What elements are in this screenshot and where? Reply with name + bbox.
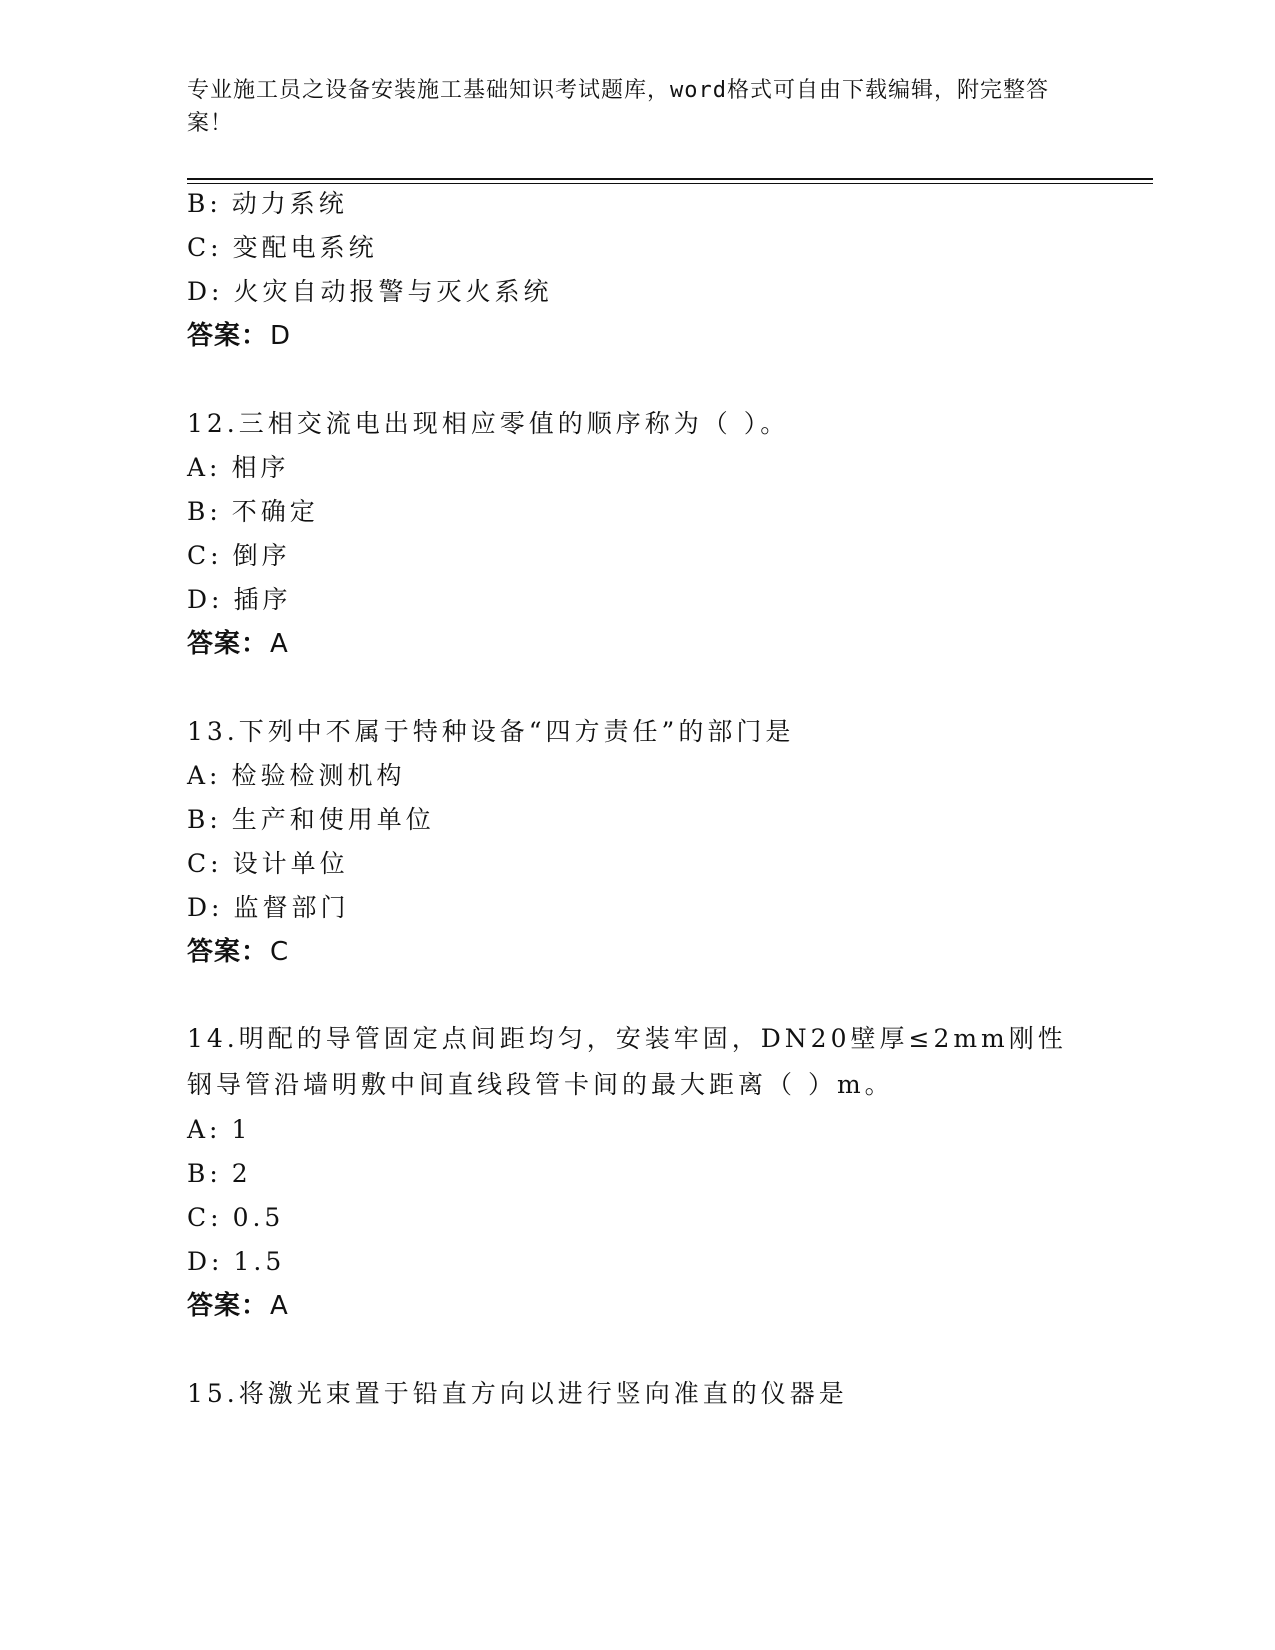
q12-option-b: B: 不确定: [187, 497, 319, 526]
q12-answer: 答案：A: [187, 629, 289, 659]
q12-option-d: D: 插序: [187, 585, 292, 614]
q13-option-a: A: 检验检测机构: [187, 761, 406, 790]
q12-question: 12.三相交流电出现相应零值的顺序称为（ ）。: [187, 409, 790, 438]
q14-option-c: C: 0.5: [187, 1203, 285, 1232]
q13-answer: 答案：C: [187, 937, 290, 967]
q13-question: 13.下列中不属于特种设备“四方责任”的部门是: [187, 717, 795, 746]
q14-question: 14.明配的导管固定点间距均匀，安装牢固，DN20壁厚≤2mm刚性钢导管沿墙明敷中间直线段管卡间的最大距离（ ）m。: [187, 1024, 1067, 1099]
q13-option-c: C: 设计单位: [187, 849, 349, 878]
header-divider: [187, 178, 1153, 180]
q11-option-d: D: 火灾自动报警与灭火系统: [187, 277, 553, 306]
q11-option-b: B: 动力系统: [187, 189, 348, 218]
q11-option-c: C: 变配电系统: [187, 233, 378, 262]
q14-option-b: B: 2: [187, 1159, 252, 1188]
q12-option-c: C: 倒序: [187, 541, 291, 570]
q14-option-d: D: 1.5: [187, 1247, 286, 1276]
q14-answer: 答案：A: [187, 1291, 289, 1321]
page-header: 专业施工员之设备安装施工基础知识考试题库，word格式可自由下载编辑，附完整答案！: [187, 78, 1049, 136]
q12-option-a: A: 相序: [187, 453, 290, 482]
q15-question: 15.将激光束置于铅直方向以进行竖向准直的仪器是: [187, 1379, 848, 1408]
q13-option-b: B: 生产和使用单位: [187, 805, 435, 834]
q11-answer: 答案：D: [187, 321, 292, 351]
header-divider-thin: [187, 183, 1153, 184]
q13-option-d: D: 监督部门: [187, 893, 350, 922]
q14-option-a: A: 1: [187, 1115, 252, 1144]
